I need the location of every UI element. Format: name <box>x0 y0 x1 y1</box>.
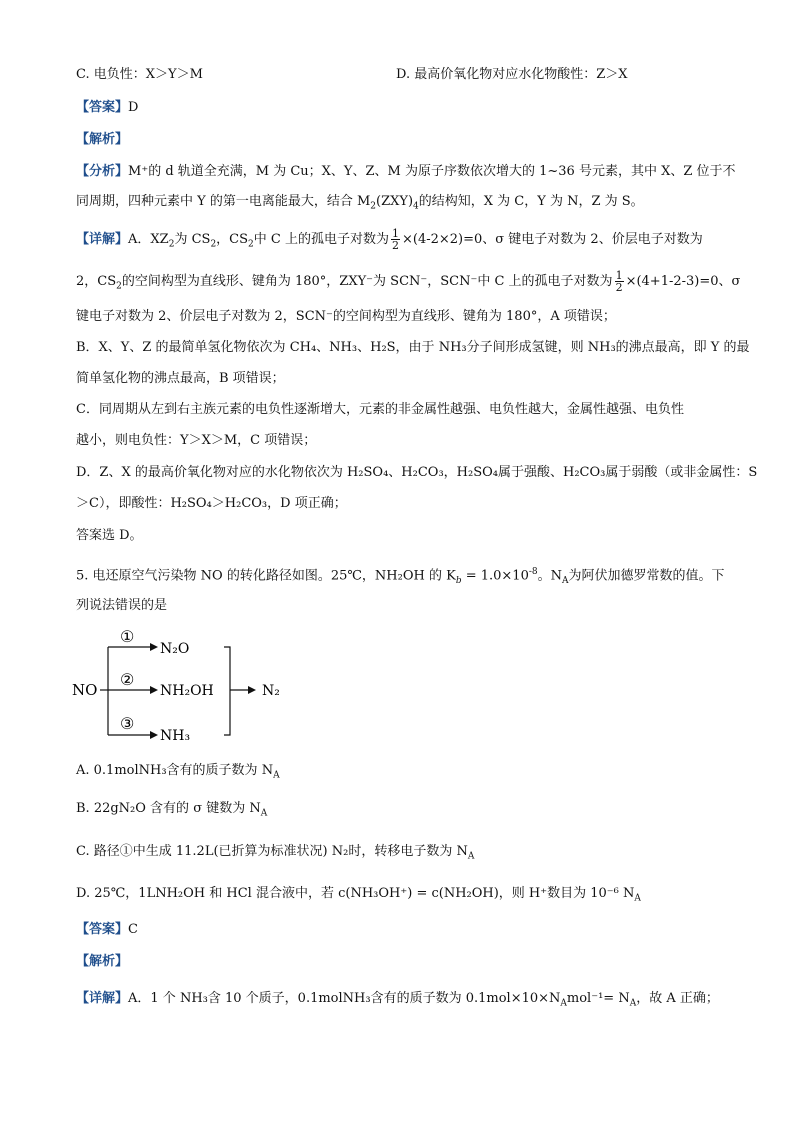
fraction-half: $\frac{1}{2}$ <box>615 269 623 294</box>
answer-value: D <box>128 100 139 115</box>
q4-detail-d1: D．Z、X 的最高价氧化物对应的水化物依次为 H₂SO₄、H₂CO₃，H₂SO₄属于强酸、H₂CO₃属于弱酸（或非金属性：S <box>76 465 758 480</box>
stem-1a: 5. 电还原空气污染物 NO 的转化路径如图。25℃，NH₂OH 的 K <box>76 568 456 584</box>
option-c-text: C. 路径①中生成 11.2L(已折算为标准状况) N₂时，转移电子数为 N <box>76 844 468 859</box>
q5-option-c <box>76 843 474 866</box>
answer-tag: 【答案】 <box>76 100 129 115</box>
arrowhead-path1 <box>150 643 158 651</box>
q5-option-d <box>76 885 641 908</box>
arrowhead-path2 <box>150 686 158 694</box>
stem-1g: 为阿伏加德罗常数的值。下 <box>568 568 725 584</box>
option-a-text: A. 0.1molNH₃含有的质子数为 N <box>76 763 274 778</box>
detail-a-sub2: A <box>629 998 637 1009</box>
detail-1c: ，CS <box>216 232 249 247</box>
path2-product: NH₂OH <box>160 683 214 699</box>
q5-analysis-tag: 【解析】 <box>76 954 129 969</box>
conversion-path-diagram <box>68 625 308 750</box>
fenxi-text-2c: 的结构知，X 为 C，Y 为 N，Z 为 S。 <box>418 194 644 209</box>
stem-exp: -8 <box>528 567 538 577</box>
option-d-sub: A <box>634 893 641 904</box>
detail-1e: ×(4-2×2)=0、σ 键电子对数为 2、价层电子对数为 <box>401 232 703 247</box>
detail-2a: 2，CS <box>76 274 117 289</box>
q4-detail-d2: ＞C），即酸性：H₂SO₄＞H₂CO₃，D 项正确； <box>76 496 347 511</box>
fraction-half: $\frac{1}{2}$ <box>391 227 399 252</box>
fenxi-text-2a: 同周期，四种元素中 Y 的第一电离能最大，结合 M <box>76 194 371 209</box>
fenxi-text-2b: (ZXY) <box>376 194 414 209</box>
path3-product: NH₃ <box>160 728 191 744</box>
q4-fenxi-line2: 同周期，四种元素中 Y 的第一电离能最大，结合 $M_2(ZXY)_4$的结构知，X 为 C，Y 为 N，Z 为 S。 <box>76 194 644 212</box>
fenxi-text-1: M⁺的 d 轨道全充满，M 为 Cu；X、Y、Z、M 为原子序数依次增大的 1~36 号元素，其中 X、Z 位于不 <box>128 164 736 179</box>
path2-number: ② <box>120 670 135 689</box>
detail-2b: 的空间构型为直线形、键角为 180°，ZXY⁻为 SCN⁻，SCN⁻中 C 上的孤电子对数为 <box>121 274 613 289</box>
option-b-sub: A <box>260 808 268 819</box>
answer-tag: 【答案】 <box>76 922 129 937</box>
option-d-text: D. 25℃，1LNH₂OH 和 HCl 混合液中，若 c(NH₃OH⁺) = c(NH₂OH)，则 H⁺数目为 10⁻⁶ N <box>76 886 635 901</box>
stem-kb-sub: b <box>455 575 462 586</box>
xiangjie-tag: 【详解】 <box>76 991 129 1006</box>
detail-a-text: A．1 个 NH₃含 10 个质子，0.1molNH₃含有的质子数为 0.1mol×10×N <box>128 991 561 1006</box>
q5-stem-line1 <box>76 563 725 590</box>
diagram-merge-bracket <box>224 647 230 735</box>
diagram-n2: N₂ <box>262 683 280 699</box>
detail-a-text2: mol⁻¹= N <box>566 991 630 1006</box>
q4-answer <box>76 99 138 117</box>
detail-a-sub1: A <box>560 998 567 1009</box>
q4-option-d: D. 最高价氧化物对应水化物酸性：Z＞X <box>396 67 628 82</box>
detail-1a: A．XZ <box>128 232 169 247</box>
detail-1b: 为 CS <box>174 232 211 247</box>
q4-detail-c1: C．同周期从左到右主族元素的电负性逐渐增大，元素的非金属性越强、电负性越大，金属性越强、电负性 <box>76 402 684 417</box>
q4-detail-b1: B．X、Y、Z 的最简单氢化物依次为 CH₄、NH₃、H₂S，由于 NH₃分子间形成氢键，则 NH₃的沸点最高，即 Y 的最 <box>76 340 750 355</box>
path3-number: ③ <box>120 714 135 733</box>
q4-detail-b2: 简单氢化物的沸点最高，B 项错误； <box>76 371 285 386</box>
q5-answer <box>76 921 138 939</box>
q4-analysis-tag: 【解析】 <box>76 132 129 147</box>
stem-na-sub: A <box>562 575 569 586</box>
arrowhead-path3 <box>150 731 158 739</box>
q5-stem-line2: 列说法错误的是 <box>76 598 168 613</box>
stem-1c: = 1.0×10 <box>461 568 529 584</box>
q4-option-c: C. 电负性：X＞Y＞M <box>76 67 203 82</box>
diagram-no: NO <box>72 681 98 699</box>
q5-detail-line1 <box>76 990 719 1013</box>
detail-a-text3: ，故 A 正确； <box>636 991 719 1006</box>
path1-product: N₂O <box>160 641 190 657</box>
q4-detail-line3: 键电子对数为 2、价层电子对数为 2，SCN⁻的空间构型为直线形、键角为 180°，A 项错误； <box>76 309 616 324</box>
q4-detail-line1: 【详解】A．$XZ_2$为 $CS_2$，$CS_2$中 C 上的孤电子对数为 $\frac{1}{2}$ ×(4-2×2)=0、σ 键电子对数为 2、价层电子对数为 <box>76 227 703 252</box>
detail-2c: ×(4+1-2-3)=0、σ <box>625 274 741 289</box>
option-c-sub: A <box>467 851 475 862</box>
q4-final: 答案选 D。 <box>76 528 143 543</box>
q4-fenxi-line1 <box>76 163 736 181</box>
detail-1d: 中 C 上的孤电子对数为 <box>253 232 389 247</box>
q4-detail-line2: 2，$CS_2$的空间构型为直线形、键角为 180°，ZXY⁻为 SCN⁻，SCN⁻中 C 上的孤电子对数为 $\frac{1}{2}$ ×(4+1-2-3)=0、σ <box>76 269 741 294</box>
stem-1e: 。N <box>537 568 563 584</box>
arrowhead-merge <box>248 686 256 694</box>
answer-value: C <box>128 922 138 937</box>
q5-option-a <box>76 762 280 785</box>
option-a-sub: A <box>273 770 280 781</box>
xiangjie-tag: 【详解】 <box>76 232 129 247</box>
q4-detail-c2: 越小，则电负性：Y＞X＞M，C 项错误； <box>76 433 317 448</box>
q5-option-b <box>76 800 267 823</box>
path1-number: ① <box>120 627 135 646</box>
option-b-text: B. 22gN₂O 含有的 σ 键数为 N <box>76 801 261 816</box>
fenxi-tag: 【分析】 <box>76 164 129 179</box>
